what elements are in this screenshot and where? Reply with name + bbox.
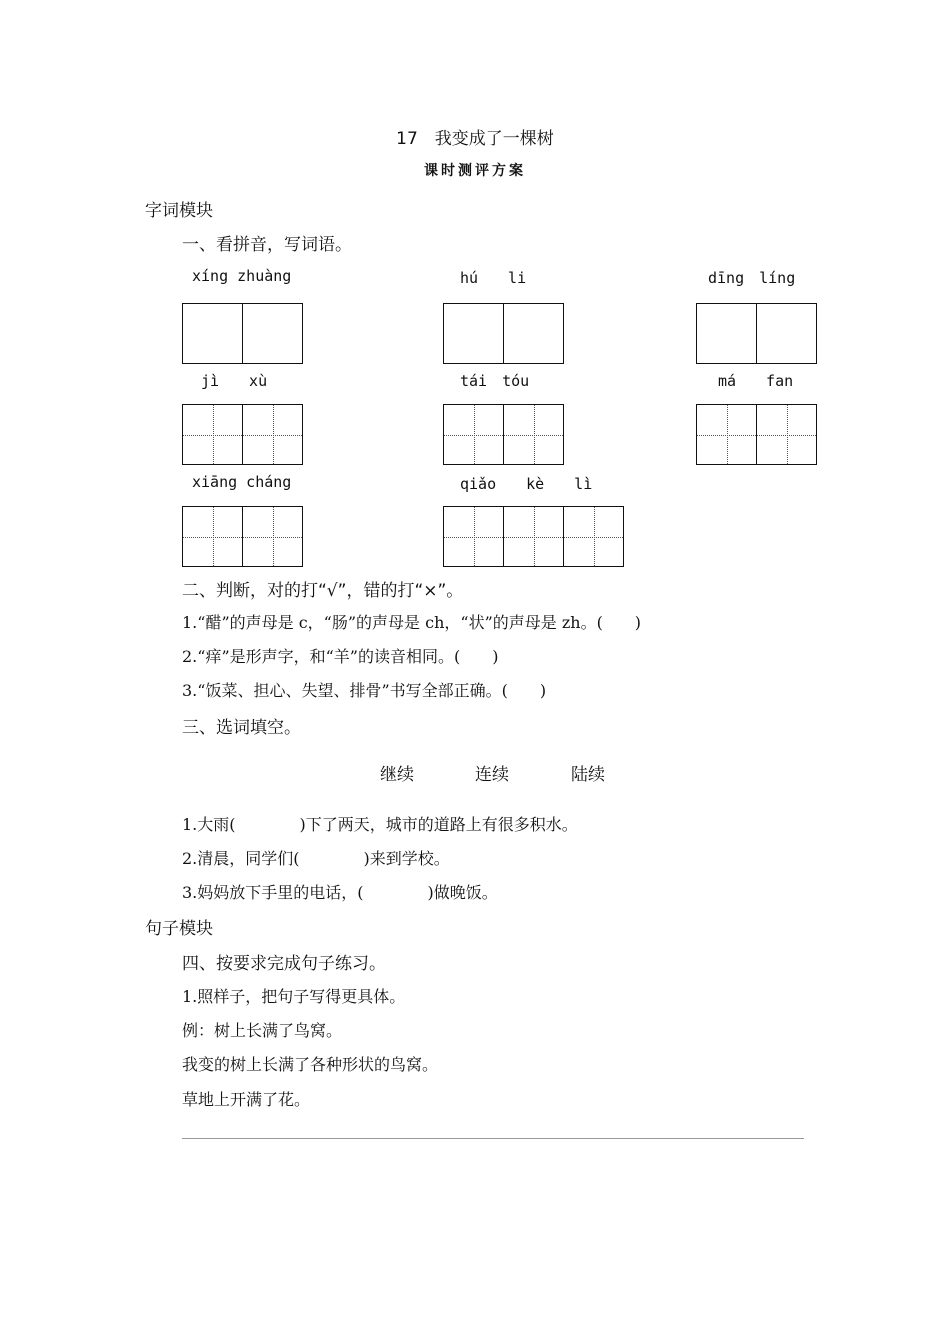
writing-cell[interactable] [243,506,303,567]
writing-cell[interactable] [243,303,303,364]
pinyin-label: qiǎo kè lì [460,475,593,493]
writing-grid[interactable] [443,506,624,567]
writing-cell[interactable] [504,404,564,465]
judgement-item: 3.“饭菜、担心、失望、排骨”书写全部正确。( ) [182,681,547,700]
writing-cell[interactable] [443,303,504,364]
sentence-line: 例：树上长满了鸟窝。 [182,1021,343,1040]
sentence-line: 1.照样子，把句子写得更具体。 [182,987,406,1006]
writing-cell[interactable] [243,404,303,465]
sentence-line: 我变的树上长满了各种形状的鸟窝。 [182,1055,439,1074]
writing-cell[interactable] [504,506,564,567]
question-1-heading: 一、看拼音，写词语。 [182,235,352,255]
writing-grid[interactable] [443,303,564,364]
pinyin-label: tái tóu [460,372,530,390]
word-choice: 继续 [380,765,414,785]
judgement-item: 2.“痒”是形声字，和“羊”的读音相同。( ) [182,647,499,666]
module-label-words: 字词模块 [145,201,213,221]
sentence-line: 草地上开满了花。 [182,1090,311,1109]
word-choice: 连续 [475,765,509,785]
writing-grid[interactable] [182,303,303,364]
word-choice: 陆续 [571,765,605,785]
writing-cell[interactable] [182,506,243,567]
question-4-heading: 四、按要求完成句子练习。 [182,954,386,974]
writing-cell[interactable] [182,303,243,364]
writing-cell[interactable] [443,506,504,567]
fill-blank-item: 2.清晨，同学们( )来到学校。 [182,849,450,868]
writing-cell[interactable] [564,506,624,567]
module-label-sentences: 句子模块 [145,919,213,939]
answer-line[interactable] [182,1138,804,1139]
writing-cell[interactable] [504,303,564,364]
judgement-item: 1.“醋”的声母是 c，“肠”的声母是 ch，“状”的声母是 zh。( ) [182,613,642,632]
pinyin-label: hú li [460,269,527,287]
writing-grid[interactable] [443,404,564,465]
writing-cell[interactable] [443,404,504,465]
writing-cell[interactable] [696,404,757,465]
writing-grid[interactable] [696,303,817,364]
pinyin-label: má fan [718,372,794,390]
writing-cell[interactable] [757,404,817,465]
pinyin-label: xíng zhuàng [192,267,292,285]
pinyin-label: xiāng cháng [192,473,292,491]
question-2-heading: 二、判断，对的打“√”，错的打“×”。 [182,581,464,601]
writing-cell[interactable] [182,404,243,465]
writing-grid[interactable] [182,404,303,465]
page-title: 17 我变成了一棵树 [396,129,554,149]
writing-cell[interactable] [696,303,757,364]
page-subtitle: 课时测评方案 [424,163,526,179]
fill-blank-item: 1.大雨( )下了两天，城市的道路上有很多积水。 [182,815,578,834]
pinyin-label: dīng líng [708,269,796,287]
fill-blank-item: 3.妈妈放下手里的电话，( )做晚饭。 [182,883,498,902]
question-3-heading: 三、选词填空。 [182,718,301,738]
writing-grid[interactable] [182,506,303,567]
writing-grid[interactable] [696,404,817,465]
writing-cell[interactable] [757,303,817,364]
pinyin-label: jì xù [201,372,268,390]
